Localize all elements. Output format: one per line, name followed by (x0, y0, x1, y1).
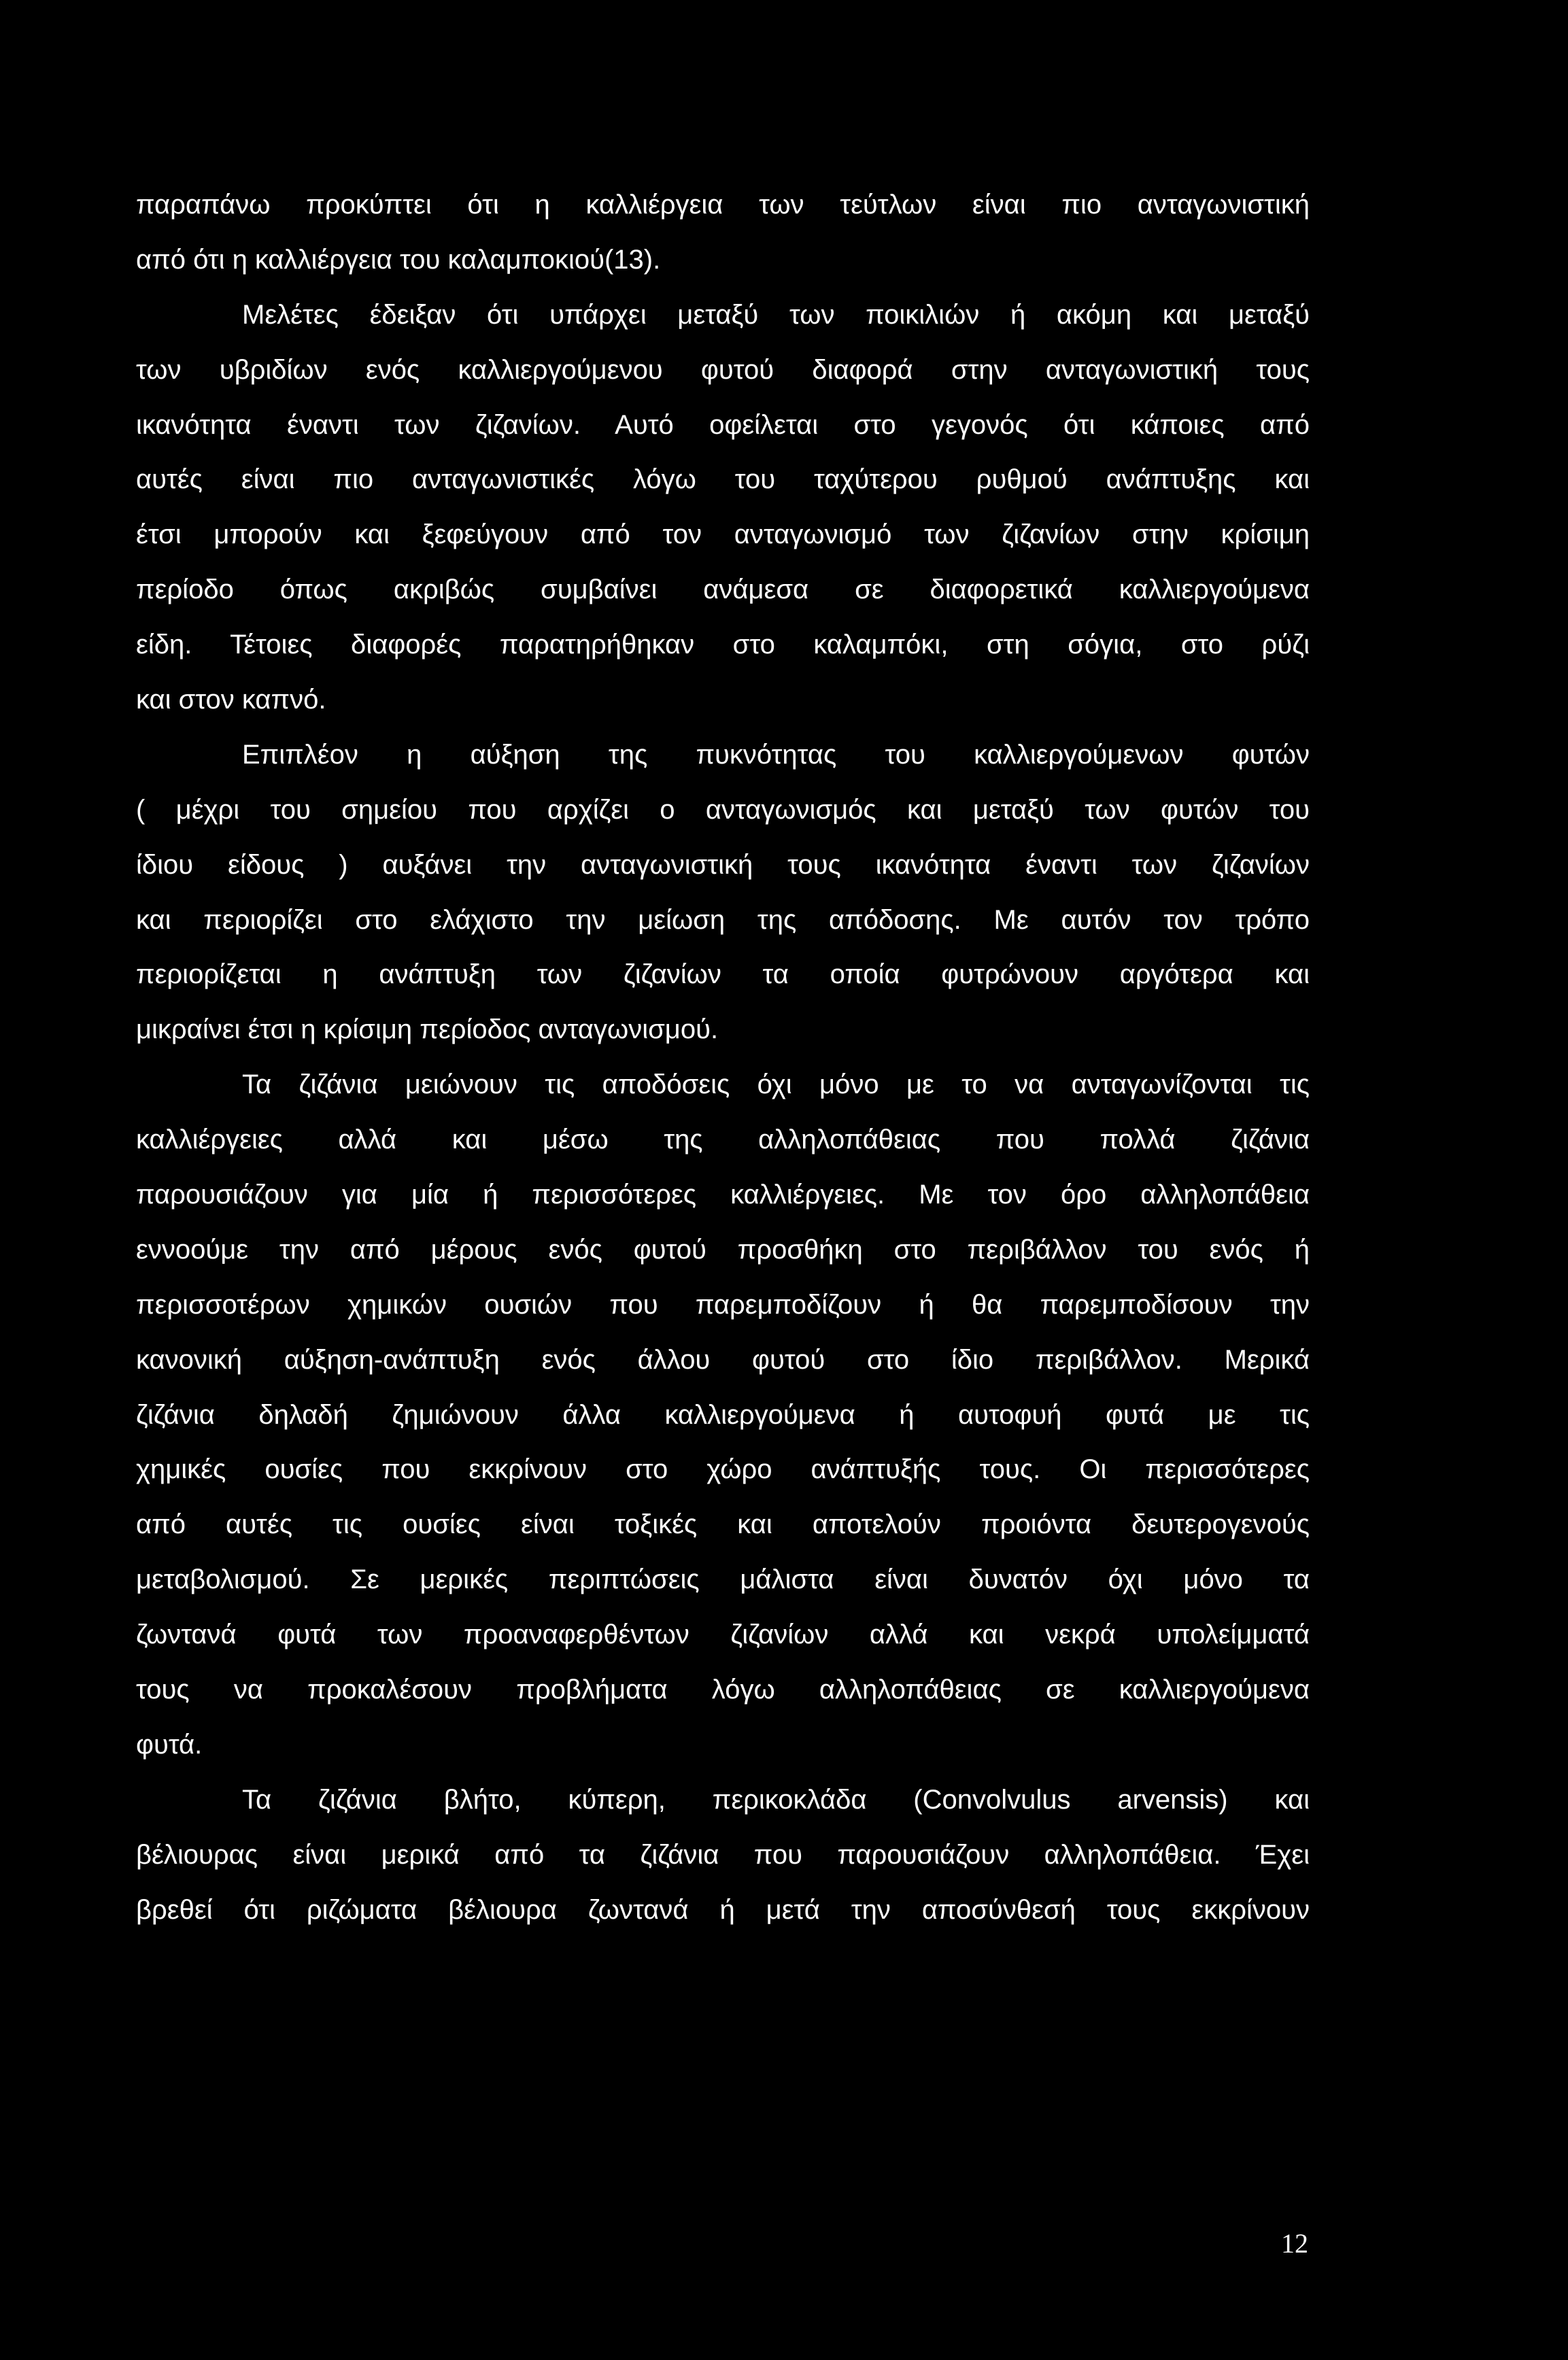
text-line: φυτά. (136, 1729, 203, 1760)
text-line: κανονική αύξηση-ανάπτυξη ενός άλλου φυτού στο ίδιο περιβάλλον. Μερικά (136, 1344, 1310, 1375)
text-line: έτσι μπορούν και ξεφεύγουν από τον ανταγωνισμό των ζιζανίων στην κρίσιμη (136, 519, 1310, 550)
text-line: αυτές είναι πιο ανταγωνιστικές λόγω του ταχύτερου ρυθμού ανάπτυξης και (136, 464, 1310, 495)
text-line: μικραίνει έτσι η κρίσιμη περίοδος ανταγωνισμού. (136, 1014, 719, 1045)
text-line: από ότι η καλλιέργεια του καλαμποκιού(13). (136, 244, 661, 275)
text-line: εννοούμε την από μέρους ενός φυτού προσθήκη στο περιβάλλον του ενός ή (136, 1234, 1310, 1265)
text-line: περισσοτέρων χημικών ουσιών που παρεμποδίζουν ή θα παρεμποδίσουν την (136, 1289, 1310, 1320)
text-line: παραπάνω προκύπτει ότι η καλλιέργεια των τεύτλων είναι πιο ανταγωνιστική (136, 190, 1310, 220)
text-line: και στον καπνό. (136, 685, 326, 715)
text-line: ικανότητα έναντι των ζιζανίων. Αυτό οφείλεται στο γεγονός ότι κάποιες από (136, 409, 1310, 440)
text-line: και περιορίζει στο ελάχιστο την μείωση της απόδοσης. Με αυτόν τον τρόπο (136, 904, 1310, 935)
text-line: Μελέτες έδειξαν ότι υπάρχει μεταξύ των ποικιλιών ή ακόμη και μεταξύ (242, 299, 1310, 330)
text-line: των υβριδίων ενός καλλιεργούμενου φυτού διαφορά στην ανταγωνιστική τους (136, 354, 1310, 385)
body-text (136, 188, 1310, 1948)
text-line: είδη. Τέτοιες διαφορές παρατηρήθηκαν στο καλαμπόκι, στη σόγια, στο ρύζι (136, 630, 1310, 660)
text-line: Επιπλέον η αύξηση της πυκνότητας του καλλιεργούμενων φυτών (242, 739, 1310, 770)
text-line: Τα ζιζάνια βλήτο, κύπερη, περικοκλάδα (Convolvulus arvensis) και (242, 1784, 1310, 1815)
text-line: βέλιουρας είναι μερικά από τα ζιζάνια που παρουσιάζουν αλληλοπάθεια. Έχει (136, 1839, 1310, 1870)
page-number: 12 (1281, 2228, 1308, 2259)
text-line: τους να προκαλέσουν προβλήματα λόγω αλληλοπάθειας σε καλλιεργούμενα (136, 1675, 1310, 1705)
text-line: περιορίζεται η ανάπτυξη των ζιζανίων τα οποία φυτρώνουν αργότερα και (136, 959, 1310, 990)
text-line: βρεθεί ότι ριζώματα βέλιουρα ζωντανά ή μετά την αποσύνθεσή τους εκκρίνουν (136, 1894, 1310, 1925)
text-line: καλλιέργειες αλλά και μέσω της αλληλοπάθειας που πολλά ζιζάνια (136, 1125, 1310, 1155)
text-line: από αυτές τις ουσίες είναι τοξικές και αποτελούν προιόντα δευτερογενούς (136, 1509, 1310, 1540)
text-line: Τα ζιζάνια μειώνουν τις αποδόσεις όχι μόνο με το να ανταγωνίζονται τις (242, 1070, 1310, 1100)
text-line: ( μέχρι του σημείου που αρχίζει ο ανταγωνισμός και μεταξύ των φυτών του (136, 794, 1310, 825)
text-line: ζωντανά φυτά των προαναφερθέντων ζιζανίων αλλά και νεκρά υπολείμματά (136, 1620, 1310, 1650)
text-line: ίδιου είδους ) αυξάνει την ανταγωνιστική τους ικανότητα έναντι των ζιζανίων (136, 849, 1310, 880)
text-line: παρουσιάζουν για μία ή περισσότερες καλλιέργειες. Με τον όρο αλληλοπάθεια (136, 1180, 1310, 1210)
text-line: περίοδο όπως ακριβώς συμβαίνει ανάμεσα σε διαφορετικά καλλιεργούμενα (136, 575, 1310, 605)
text-line: χημικές ουσίες που εκκρίνουν στο χώρο ανάπτυξής τους. Οι περισσότερες (136, 1454, 1310, 1485)
text-line: μεταβολισμού. Σε μερικές περιπτώσεις μάλιστα είναι δυνατόν όχι μόνο τα (136, 1564, 1310, 1595)
text-line: ζιζάνια δηλαδή ζημιώνουν άλλα καλλιεργούμενα ή αυτοφυή φυτά με τις (136, 1399, 1310, 1430)
